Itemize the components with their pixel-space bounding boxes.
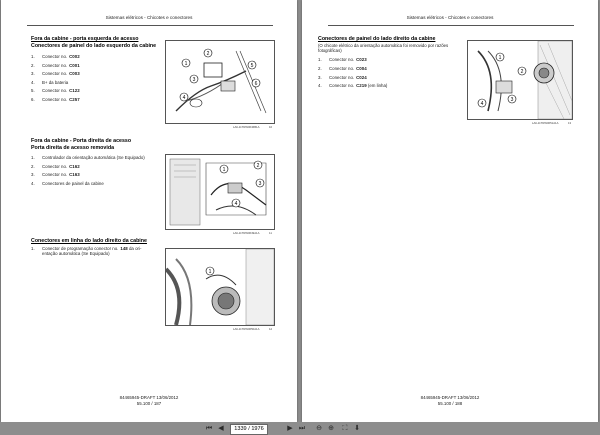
list-item: 4. Conector no. C219 (em linha): [318, 83, 388, 89]
figure-inline-connectors: [165, 248, 275, 326]
figure-right-panel-connectors: [467, 40, 573, 120]
page-header: Sistemas elétricos - Chicotes e conectores: [406, 15, 494, 20]
page-footer: [302, 395, 598, 407]
page-header: Sistemas elétricos - Chicotes e conectores: [105, 15, 193, 20]
figure-number: 12: [269, 327, 273, 331]
download-icon[interactable]: ⬇: [354, 425, 360, 432]
list-item: 5. Conector no. C122: [31, 88, 80, 94]
section-inline-connectors: [31, 238, 147, 257]
svg-text:2: 2: [256, 162, 260, 169]
section-title: Fora da cabine - porta esquerda de acesso: [31, 36, 139, 42]
section-subtitle: Porta direita de acesso removida: [31, 145, 115, 151]
svg-text:4: 4: [234, 200, 238, 207]
list-item: 1. Controlador da orientação automática (Se Equipado): [31, 155, 145, 160]
zoom-in-icon[interactable]: ⊕: [328, 425, 334, 432]
figure-caption: LAIL11TRW0646B1A: [233, 125, 260, 129]
list-item: 3. Conector no. C024: [318, 74, 367, 80]
svg-text:3: 3: [510, 96, 514, 103]
footer-draft: 84465945-DRAFT 13/06/2012: [420, 395, 480, 400]
figure-number: 13: [568, 121, 572, 125]
fullscreen-icon[interactable]: ⛶: [342, 425, 348, 432]
figure-right-door-connectors: [165, 154, 275, 230]
last-page-icon[interactable]: ⏭: [298, 425, 306, 432]
svg-text:4: 4: [480, 100, 484, 107]
left-page: [1, 0, 297, 422]
list-item: 2. Conector no. C001: [31, 62, 80, 68]
svg-text:2: 2: [520, 68, 524, 75]
list-item: 2. Conector no. C004: [318, 66, 367, 71]
svg-text:5: 5: [250, 62, 254, 69]
page-number-input[interactable]: 1339 / 1976: [230, 424, 268, 435]
svg-text:1: 1: [222, 166, 226, 173]
section-title: Conectores em linha do lado direito da cabine: [31, 238, 147, 244]
list-item: 1. Conector no. C002: [31, 54, 80, 59]
list-item: 2. Conector no. C162: [31, 163, 80, 169]
zoom-out-icon[interactable]: ⊖: [316, 425, 322, 432]
page-footer: [1, 395, 297, 407]
svg-text:2: 2: [206, 50, 210, 57]
previous-page-icon[interactable]: ◀: [218, 425, 224, 432]
figure-left-door-connectors: [165, 40, 275, 124]
footer-page-number: 55.100 / 188: [437, 401, 463, 406]
list-item: 3. Conector no. C003: [31, 71, 80, 77]
section-right-panel: [318, 36, 458, 91]
svg-text:3: 3: [192, 76, 196, 83]
next-page-icon[interactable]: ▶: [287, 425, 293, 432]
list-item: 1. Conector no. C023: [318, 57, 367, 63]
section-right-door: [31, 138, 145, 188]
header-rule: [27, 25, 273, 26]
svg-text:1: 1: [498, 54, 502, 61]
section-title: Conectores de painel do lado direito da cabine: [318, 36, 436, 42]
list-item: 1. Conector de programação conector no. 148 da ori- entação automática (Se Equipado): [31, 246, 142, 257]
first-page-icon[interactable]: ⏮: [205, 425, 213, 432]
figure-caption: LAIL11TRW0651A1A: [532, 121, 559, 125]
svg-text:1: 1: [208, 268, 212, 275]
list-item: 4. Conectores de painel da cabine: [31, 180, 104, 186]
section-note: (O chicote elétrico da orientação automática foi removido por razões fotográficas): [318, 43, 449, 54]
section-left-door: [31, 36, 156, 105]
viewer-toolbar: [0, 422, 600, 435]
figure-number: 11: [269, 231, 272, 235]
figure-caption: LAIL11TRW0649A1A: [233, 231, 260, 235]
right-page: [302, 0, 598, 422]
svg-text:6: 6: [254, 80, 258, 87]
list-item: 3. Conector no. C163: [31, 172, 80, 178]
footer-draft: 84465945-DRAFT 13/06/2012: [119, 395, 179, 400]
list-item: 4. B+ da bateria: [31, 79, 69, 85]
figure-caption: LAIL11TRW0650A1A: [233, 327, 260, 331]
footer-page-number: 55.100 / 187: [136, 401, 162, 406]
section-subtitle: Conectores de painel do lado esquerdo da cabine: [31, 43, 157, 49]
figure-number: 10: [269, 125, 273, 129]
svg-text:3: 3: [258, 180, 262, 187]
header-rule: [328, 25, 574, 26]
svg-text:4: 4: [182, 94, 186, 101]
list-item: 6. Conector no. C257: [31, 96, 80, 102]
section-title: Fora da cabine - Porta direita de acesso: [31, 138, 132, 144]
svg-text:1: 1: [184, 60, 188, 67]
